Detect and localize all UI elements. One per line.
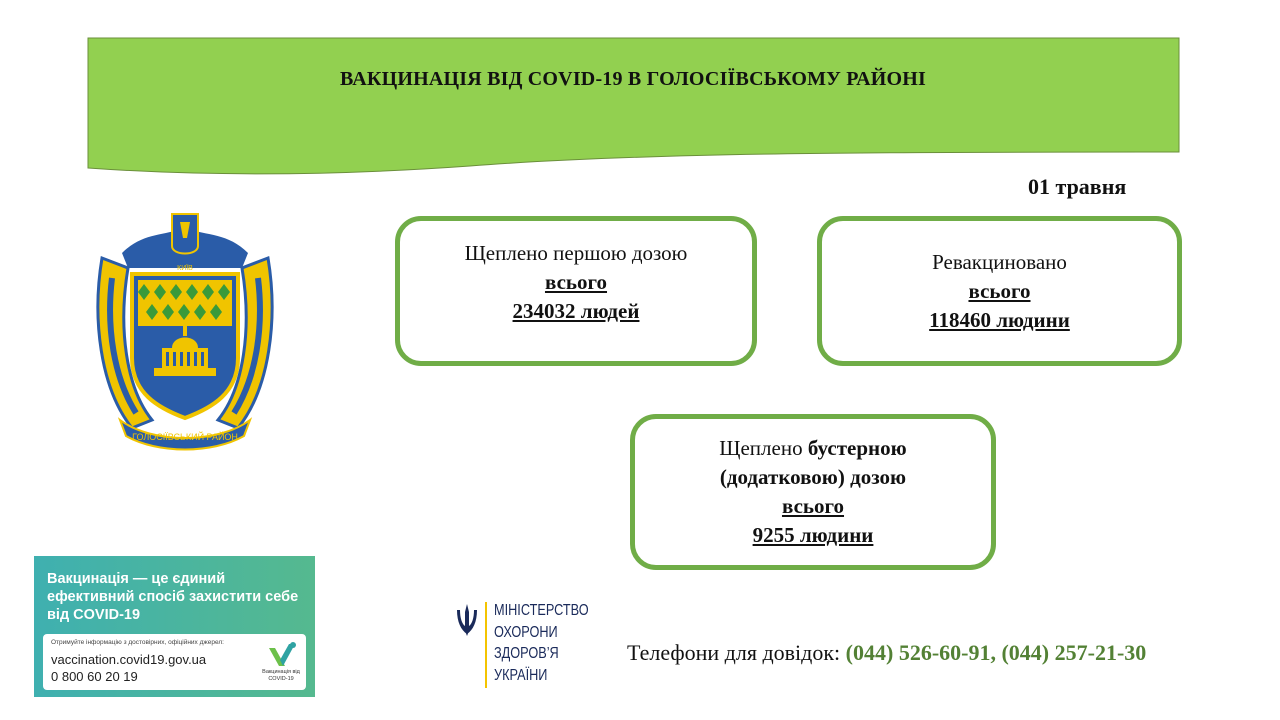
ministry-line-1: МІНІСТЕРСТВО: [494, 602, 589, 619]
first-dose-box: [395, 216, 757, 366]
booster-total-label: всього: [781, 494, 845, 518]
promo-small-text: Отримуйте інформацію з достовірних, офіційних джерел:: [51, 639, 224, 646]
promo-phone: 0 800 60 20 19: [51, 669, 138, 684]
trident-icon: [456, 602, 478, 638]
revaccinated-total-label: всього: [968, 278, 1031, 303]
promo-title: Вакцинація — це єдиний ефективний спосіб захистити себе від COVID-19: [47, 571, 299, 623]
ministry-line-2: ОХОРОНИ: [494, 623, 558, 641]
vaccination-promo-banner: [34, 556, 315, 697]
booster-label-bold: бустерною: [807, 436, 907, 460]
first-dose-value: 234032 людей: [512, 299, 640, 323]
ministry-line-4: УКРАЇНИ: [494, 666, 548, 684]
revaccinated-box: [817, 216, 1182, 366]
page-title: ВАКЦИНАЦІЯ ВІД COVID-19 В ГОЛОСІЇВСЬКОМУ РАЙОНІ: [339, 68, 927, 90]
coat-caption: ГОЛОСІЇВСЬКИЙ РАЙОН: [132, 432, 238, 442]
first-dose-label: Щеплено першою дозою: [464, 241, 688, 265]
ministry-name: [494, 600, 589, 686]
contact-phones: [627, 640, 1146, 666]
report-date: 01 травня: [1028, 174, 1127, 199]
ministry-divider: [485, 602, 487, 688]
contact-label: Телефони для довідок:: [627, 640, 846, 665]
booster-label-line1: [719, 434, 906, 463]
ministry-line-3: ЗДОРОВ’Я: [494, 645, 559, 662]
first-dose-total-label: всього: [544, 270, 608, 294]
booster-box: [630, 414, 996, 570]
coat-city-caption: КИЇВ: [177, 265, 193, 272]
booster-label-line2: (додатковою) дозою: [719, 465, 907, 489]
contact-numbers[interactable]: (044) 526-60-91, (044) 257-21-30: [845, 640, 1147, 665]
revaccinated-value: 118460 людини: [929, 307, 1070, 332]
holosiivskyi-district-coat-of-arms-icon: [92, 208, 278, 452]
booster-label-prefix: Щеплено: [719, 436, 808, 460]
header-banner: [0, 0, 1280, 190]
booster-value: 9255 людини: [752, 523, 874, 547]
promo-url[interactable]: vaccination.covid19.gov.ua: [51, 652, 207, 667]
promo-logo-text: Вакцинація від COVID-19: [262, 669, 300, 682]
ministry-of-health-logo: [456, 600, 616, 695]
promo-info-card: [43, 634, 306, 690]
vaccination-check-icon: [263, 640, 301, 670]
revaccinated-label: Ревакциновано: [932, 249, 1067, 274]
